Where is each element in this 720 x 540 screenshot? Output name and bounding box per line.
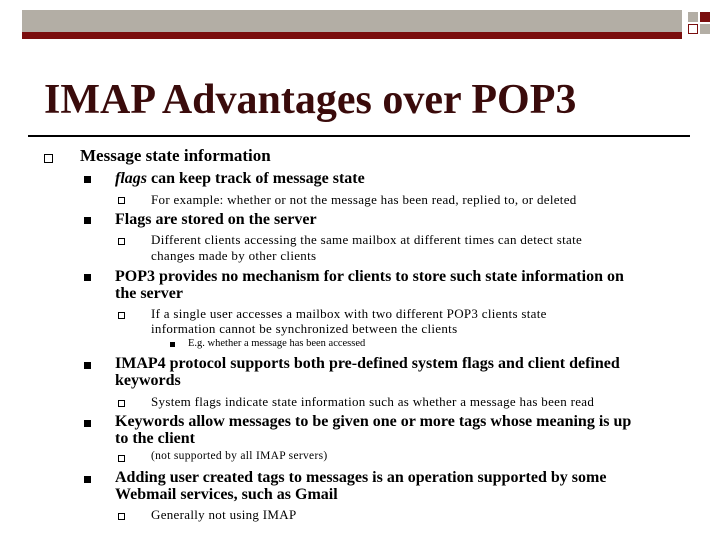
hollow-square-bullet-icon (118, 455, 125, 462)
bullet-level2: Keywords allow messages to be given one or more tags whose meaning is up (115, 413, 632, 430)
bullet-level2: IMAP4 protocol supports both pre-defined system flags and client defined (115, 355, 620, 372)
corner-square-icon (700, 12, 710, 22)
hollow-square-bullet-icon (118, 238, 125, 245)
title-divider (28, 135, 690, 137)
bullet-level2-cont: the server (115, 285, 183, 302)
bullet-level3: If a single user accesses a mailbox with two different POP3 clients state (151, 306, 547, 321)
header-accent-band (22, 32, 682, 39)
bullet-level2-cont: keywords (115, 372, 181, 389)
solid-square-bullet-icon (84, 476, 91, 483)
bullet-level3: For example: whether or not the message has been read, replied to, or deleted (151, 192, 577, 207)
hollow-square-bullet-icon (118, 197, 125, 204)
tiny-square-bullet-icon (170, 342, 175, 347)
bullet-level2-cont: to the client (115, 430, 195, 447)
bullet-level1: Message state information (80, 146, 271, 165)
bullet-level2-cont: Webmail services, such as Gmail (115, 486, 338, 503)
bullet-level3-cont: changes made by other clients (151, 248, 317, 263)
bullet-level3: Generally not using IMAP (151, 507, 297, 522)
solid-square-bullet-icon (84, 362, 91, 369)
solid-square-bullet-icon (84, 274, 91, 281)
bullet-level3: Different clients accessing the same mailbox at different times can detect state (151, 232, 583, 247)
corner-square-icon (688, 24, 698, 34)
hollow-square-bullet-icon (44, 154, 53, 163)
bullet-text: can keep track of message state (147, 170, 365, 187)
bullet-level3-cont: information cannot be synchronized between the clients (151, 321, 458, 336)
bullet-level2: Flags are stored on the server (115, 211, 317, 228)
bullet-level2: Adding user created tags to messages is an operation supported by some (115, 469, 607, 486)
corner-square-icon (700, 24, 710, 34)
bullet-level3: (not supported by all IMAP servers) (151, 450, 328, 462)
flags-term: flags (115, 170, 147, 187)
solid-square-bullet-icon (84, 176, 91, 183)
hollow-square-bullet-icon (118, 513, 125, 520)
bullet-level2 (115, 170, 365, 188)
corner-square-icon (688, 12, 698, 22)
bullet-level3: System flags indicate state information such as whether a message has been read (151, 394, 595, 409)
bullet-level4: E.g. whether a message has been accessed (188, 338, 366, 349)
solid-square-bullet-icon (84, 420, 91, 427)
hollow-square-bullet-icon (118, 312, 125, 319)
slide-title: IMAP Advantages over POP3 (44, 77, 577, 123)
solid-square-bullet-icon (84, 217, 91, 224)
header-band (22, 10, 682, 32)
bullet-level2: POP3 provides no mechanism for clients to store such state information on (115, 268, 624, 285)
hollow-square-bullet-icon (118, 400, 125, 407)
